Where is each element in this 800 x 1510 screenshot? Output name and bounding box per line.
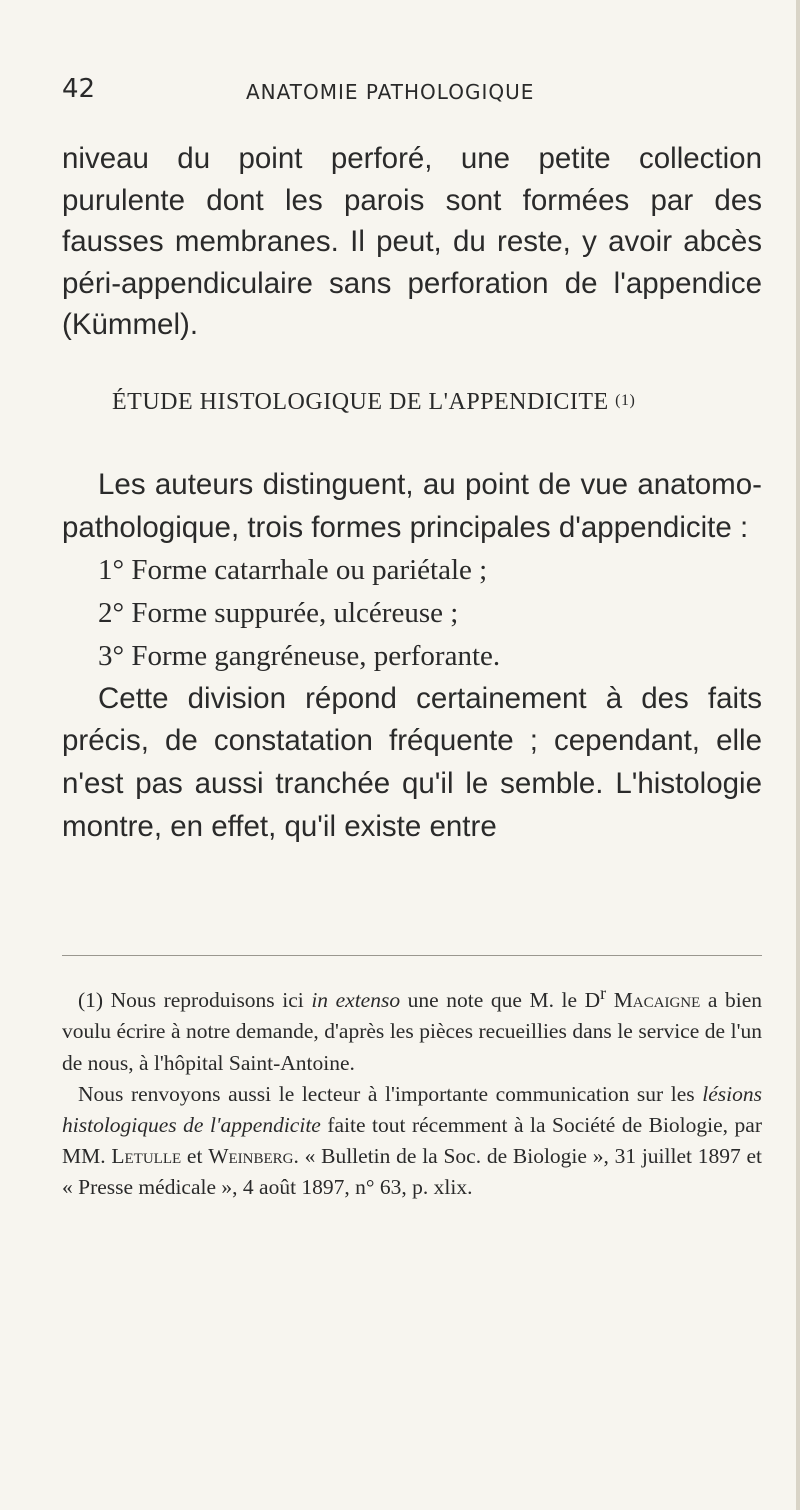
fn-text: Nous reproduisons ici [103, 988, 312, 1013]
fn-italic: lésions histologiques de l'appendicite [62, 1081, 762, 1137]
page-number: 42 [62, 74, 96, 104]
list-item: 1° Forme catarrhale ou pariétale ; [98, 554, 488, 587]
fn-text: une note que M. le D [400, 988, 601, 1013]
fn-author-name: Letulle [111, 1144, 182, 1169]
list-item: 2° Forme suppurée, ulcéreuse ; [98, 597, 459, 630]
body-text-top [62, 138, 762, 346]
body-text-main [62, 464, 762, 848]
paragraph-2: Les auteurs distinguent, au point de vue anatomo-pathologique, trois formes principales d'appendicite : [62, 468, 762, 544]
fn-text: . « Bulletin de la Soc. de Biologie », 31 juillet 1897 et « Presse médicale », 4 août 1897, n° 63, p. xlix. [62, 1144, 763, 1200]
fn-text: et [181, 1144, 209, 1169]
list-item: 3° Forme gangréneuse, perforante. [98, 639, 501, 672]
page-edge [796, 0, 800, 1510]
fn-sup: r [600, 983, 607, 1003]
fn-author-name: Weinberg [208, 1144, 294, 1169]
section-footnote-ref: (1) [615, 392, 636, 409]
fn-author-name: Macaigne [613, 988, 701, 1013]
fn-text: faite tout récemment à la Société de Biologie, par MM. [62, 1112, 762, 1169]
footnote-2 [62, 1079, 762, 1204]
fn-italic: in extenso [311, 988, 401, 1013]
paragraph-1: niveau du point perforé, une petite collection purulente dont les parois sont formées par des fausses membranes. Il peut, du reste, y avoir abcès péri-appendiculaire sans perforation de l'appendice (Kümmel). [62, 142, 762, 342]
running-title: ANATOMIE PATHOLOGIQUE [246, 80, 535, 104]
fn-text: Nous renvoyons aussi le lecteur à l'importante communication sur les [78, 1081, 703, 1106]
footnote-1 [62, 978, 762, 1079]
paragraph-3: Cette division répond certainement à des faits précis, de constatation fréquente ; cependant, elle n'est pas aussi tranchée qu'il le semble. L'histologie montre, en effet, qu'il existe entre [62, 681, 762, 843]
fn-text: a bien voulu écrire à notre demande, d'après les pièces recueillies dans le service de l'un de nous, à l'hôpital Saint-Antoine. [62, 988, 763, 1075]
footnotes [62, 978, 762, 1204]
footnote-divider [62, 955, 762, 956]
footnote-marker: (1) [78, 988, 104, 1013]
section-heading-text: ÉTUDE HISTOLOGIQUE DE L'APPENDICITE [112, 389, 609, 415]
section-heading [112, 389, 732, 416]
running-head [62, 74, 762, 114]
